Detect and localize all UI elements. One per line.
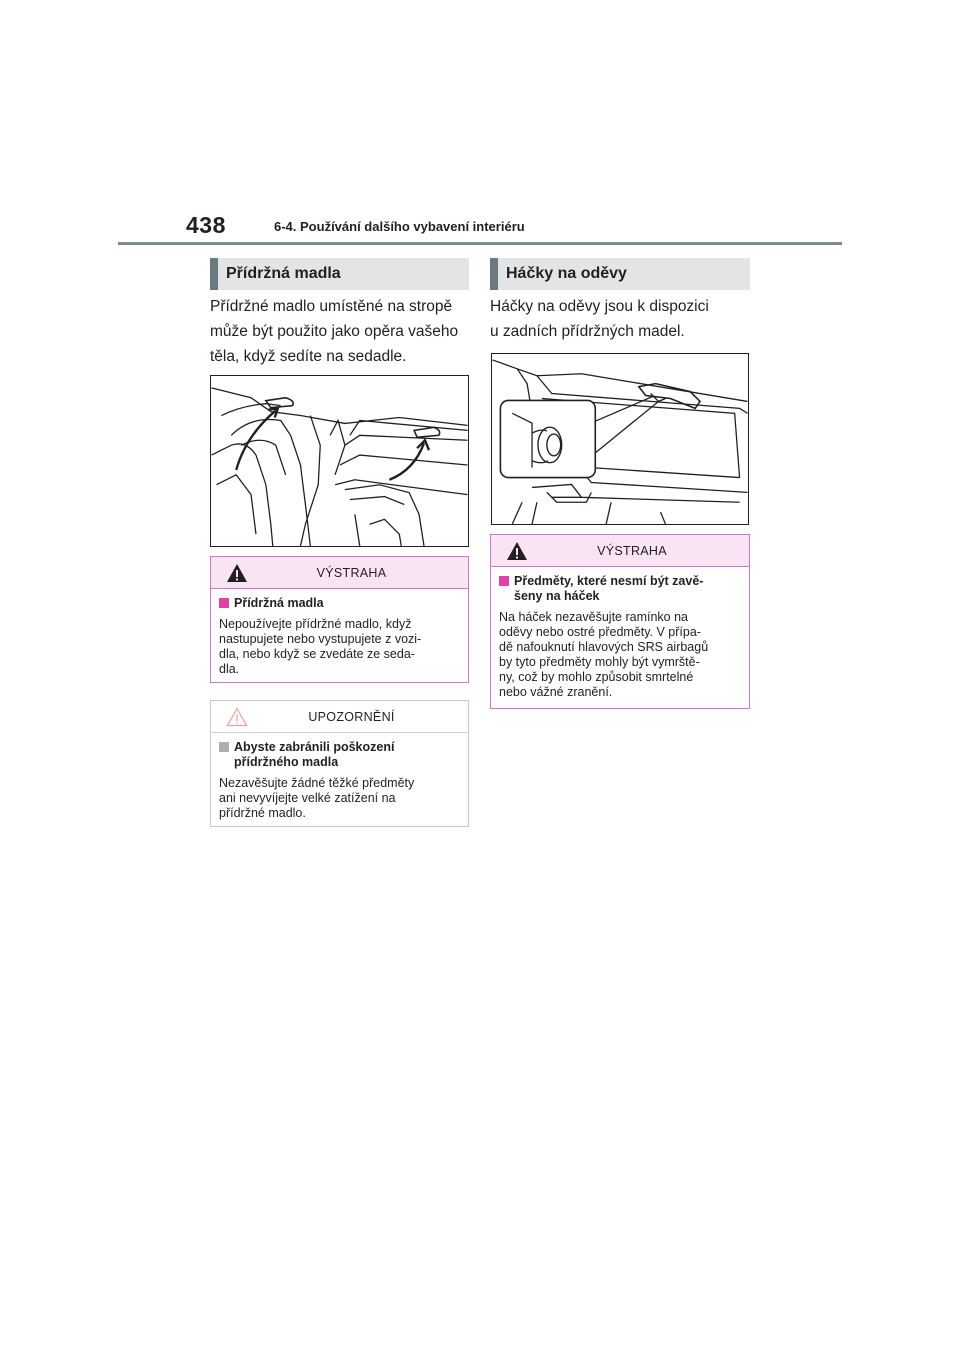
caution-triangle-icon xyxy=(226,707,248,727)
warning-label: VÝSTRAHA xyxy=(316,565,387,580)
warning-body xyxy=(491,567,749,708)
warning-triangle-icon xyxy=(506,541,528,561)
warning-box-coat-hooks xyxy=(490,534,750,709)
warning-text: Na háček nezavěšujte ramínko na oděvy nebo ostré předměty. V přípa- dě nafouknutí hlavových SRS airbagů by tyto předměty mohly být vymrště- ny, což by mohlo způsobit smrtelné nebo vážné zranění. xyxy=(499,610,709,699)
section-title-assist-grips: Přídržná madla xyxy=(210,258,469,290)
warning-subtitle xyxy=(219,596,460,611)
body-line: Háčky na oděvy jsou k dispozici xyxy=(490,298,709,315)
coat-hooks-illustration xyxy=(491,353,749,525)
section-title-coat-hooks: Háčky na oděvy xyxy=(490,258,750,290)
warning-header xyxy=(491,535,749,567)
warning-triangle-icon xyxy=(226,563,248,583)
chapter-title: 6-4. Používání dalšího vybavení interiéru xyxy=(274,219,525,234)
bullet-square-icon xyxy=(219,742,229,752)
caution-subtitle-text: Abyste zabránili poškození přídržného madla xyxy=(234,740,395,769)
warning-subtitle xyxy=(499,574,741,604)
body-line: u zadních přídržných madel. xyxy=(490,323,685,340)
body-line: může být použito jako opěra vašeho xyxy=(210,323,459,340)
caution-subtitle xyxy=(219,740,460,770)
page-number: 438 xyxy=(186,212,226,238)
warning-label: VÝSTRAHA xyxy=(597,543,667,558)
bullet-square-icon xyxy=(499,576,509,586)
warning-header xyxy=(211,557,468,589)
caution-label: UPOZORNĚNÍ xyxy=(308,709,395,724)
caution-body xyxy=(211,733,468,829)
warning-text: Nepoužívejte přídržné madlo, když nastupujete nebo vystupujete z vozi- dla, nebo když se zvedáte ze seda- dla. xyxy=(219,617,422,676)
bullet-square-icon xyxy=(219,598,229,608)
caution-header xyxy=(211,701,468,733)
assist-grips-description xyxy=(210,294,472,369)
header-rule xyxy=(118,242,842,245)
caution-text: Nezavěšujte žádné těžké předměty ani nevyvíjejte velké zatížení na přídržné madlo. xyxy=(219,776,415,820)
warning-subtitle-text: Předměty, které nesmí být zavě- šeny na háček xyxy=(514,574,704,603)
coat-hooks-description xyxy=(490,294,752,344)
warning-body xyxy=(211,589,468,685)
body-line: Přídržné madlo umístěné na stropě xyxy=(210,298,453,315)
warning-subtitle-text: Přídržná madla xyxy=(234,596,324,610)
caution-box-assist-grips xyxy=(210,700,469,827)
body-line: těla, když sedíte na sedadle. xyxy=(210,348,407,365)
warning-box-assist-grips xyxy=(210,556,469,683)
assist-grips-illustration xyxy=(210,375,469,547)
